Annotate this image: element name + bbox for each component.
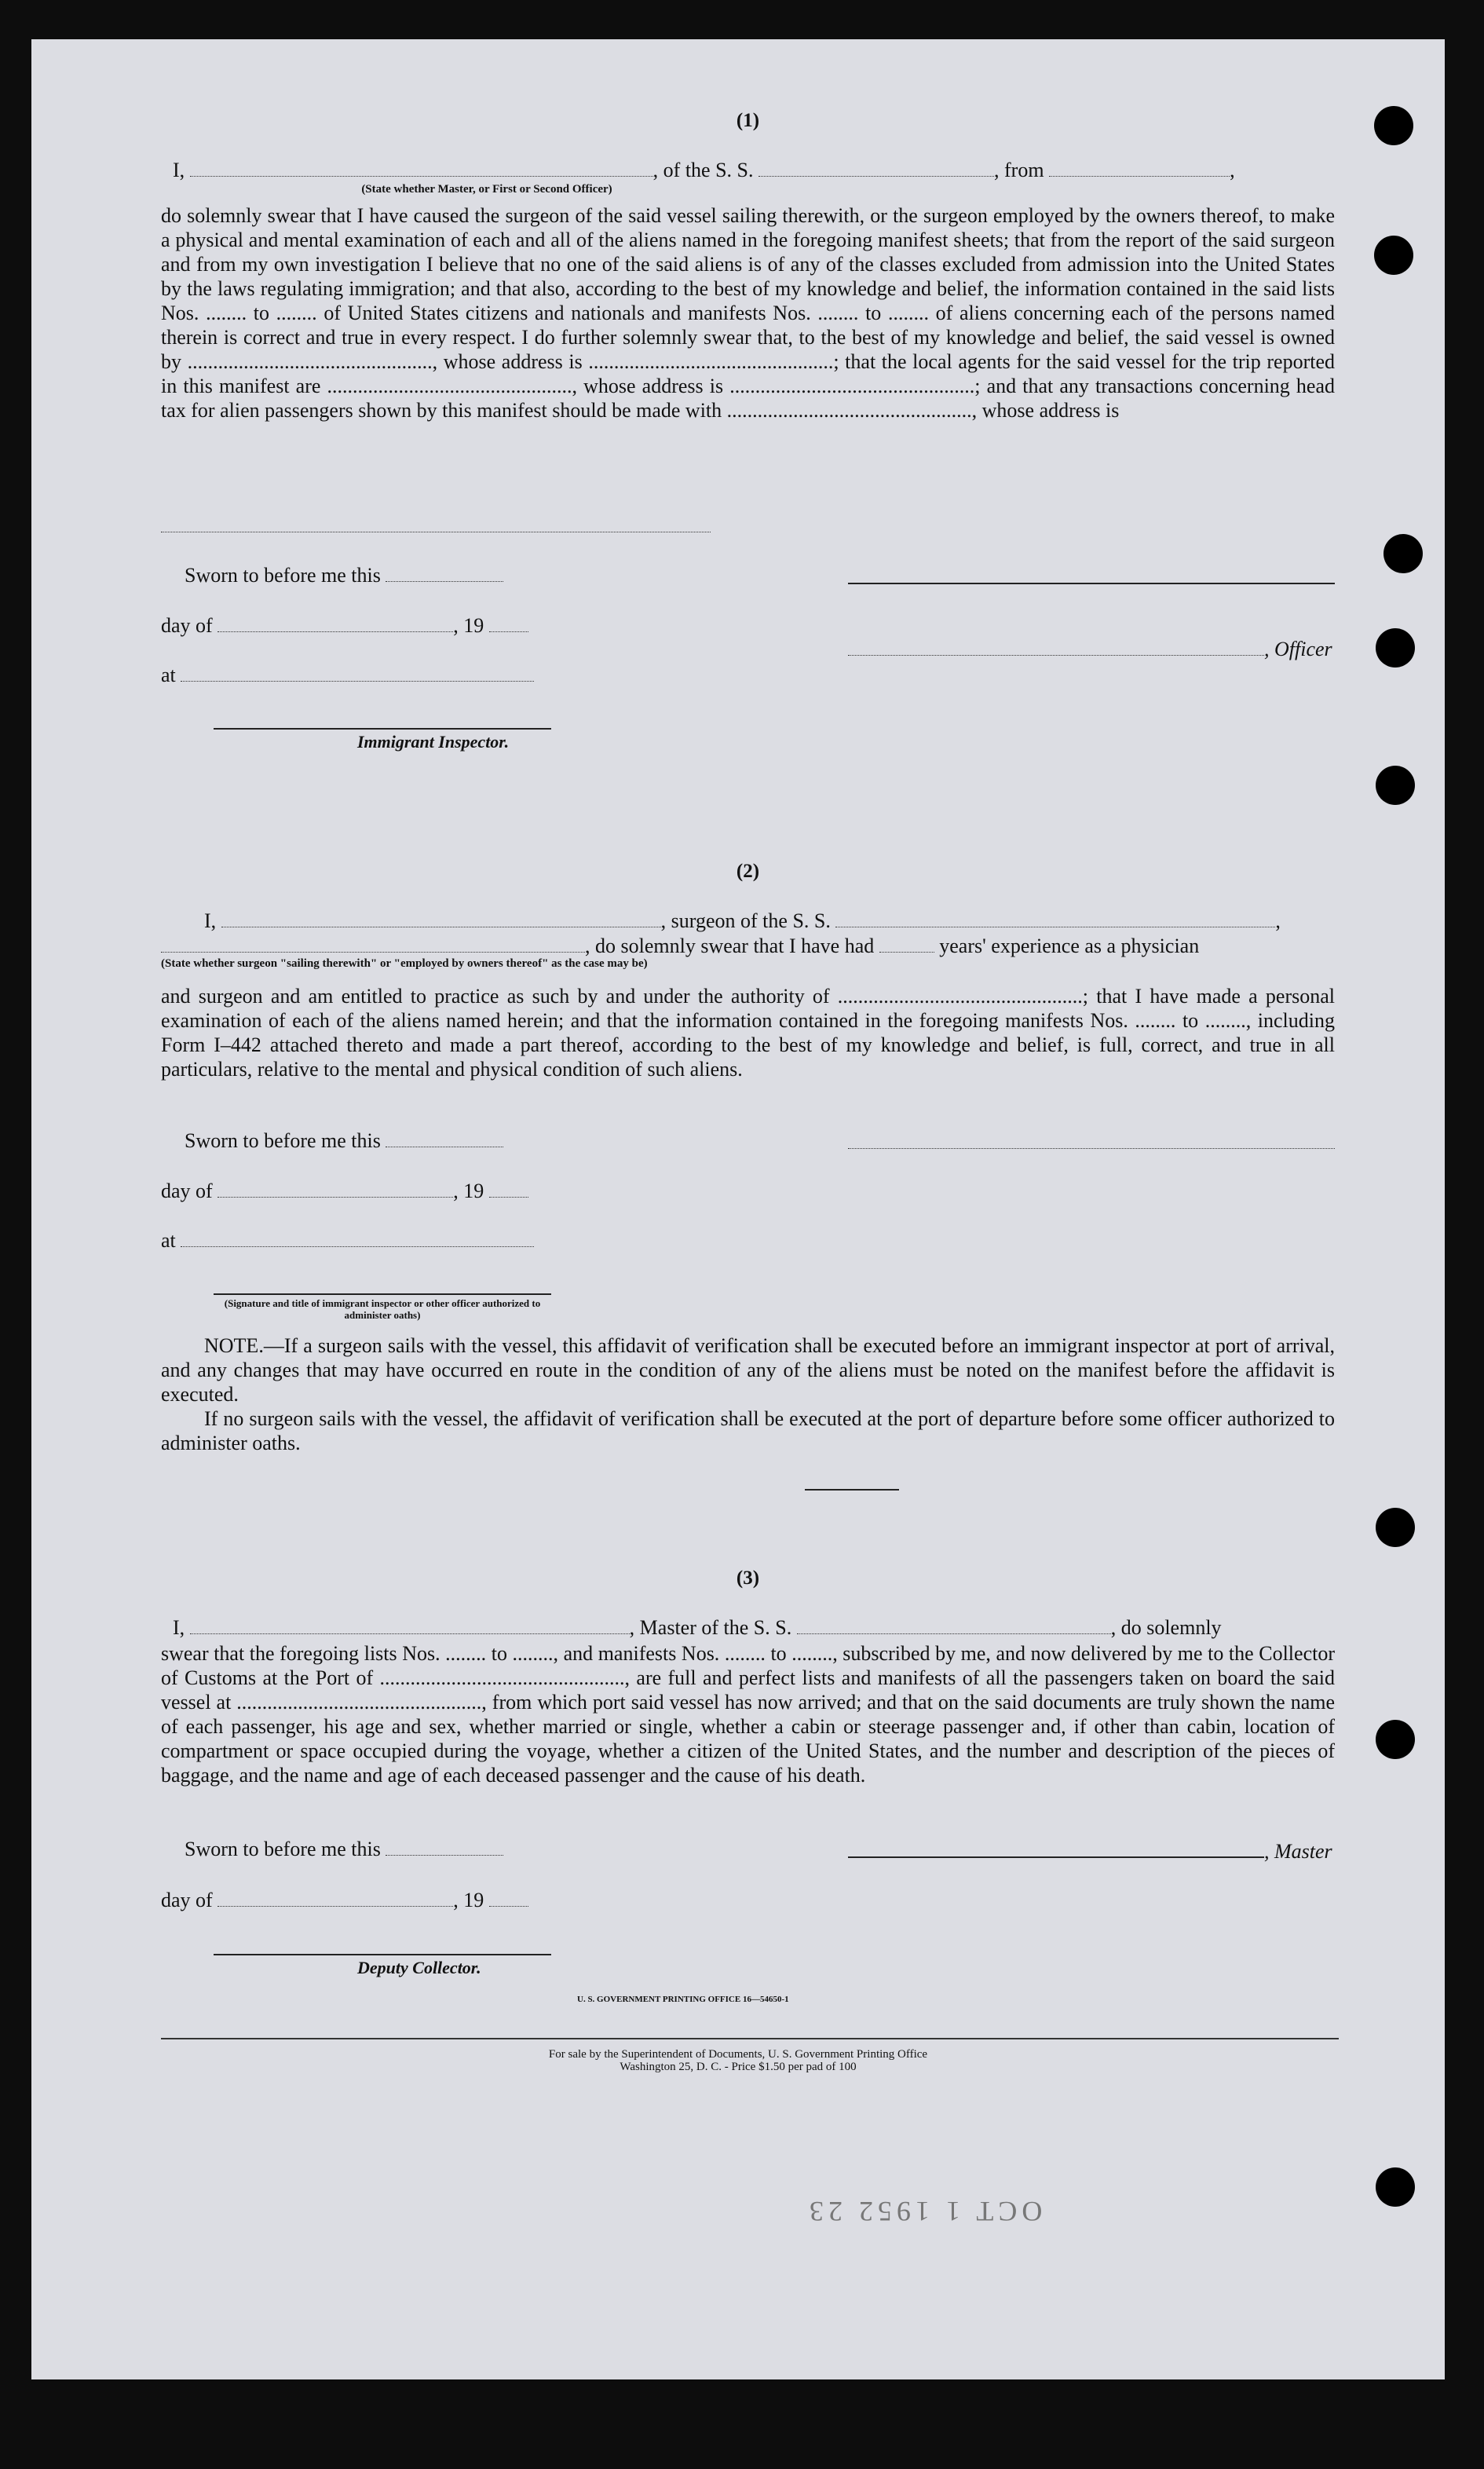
section-1-caption: (State whether Master, or First or Second Officer) <box>361 183 612 196</box>
day-line <box>161 1889 528 1912</box>
day-line <box>161 1180 528 1203</box>
sworn-date-field <box>386 1838 503 1856</box>
signature-line <box>848 1148 1335 1149</box>
day-field <box>217 614 453 632</box>
year-label: , 19 <box>453 1180 484 1202</box>
inspector-signature-line <box>214 728 551 730</box>
sworn-date-field <box>386 564 503 582</box>
year-field <box>489 1180 528 1198</box>
signature-line <box>848 583 1335 584</box>
note-text: NOTE.—If a surgeon sails with the vessel, this affidavit of verification shall be executed before an immigrant inspector at port of arrival, and any changes that may have occurred en route in the condition of any of the aliens must be noted on the manifest before the affidavit is executed. <box>161 1334 1335 1406</box>
at-line <box>161 664 534 687</box>
punch-hole <box>1383 534 1423 573</box>
master-signature-field <box>848 1839 1264 1858</box>
officer-title-field <box>848 638 1264 656</box>
officer-label: , Officer <box>1264 638 1332 660</box>
section-3-header-line <box>173 1616 1351 1640</box>
sale-line-2: Washington 25, D. C. - Price $1.50 per pad of 100 <box>620 2061 857 2073</box>
inspector-label: Immigrant Inspector. <box>357 732 510 752</box>
years-label: years' experience as a physician <box>939 935 1200 957</box>
footer-rule <box>161 2038 1339 2039</box>
date-stamp: OCT 1 1952 23 <box>805 2196 1043 2227</box>
day-field <box>217 1180 453 1198</box>
collector-label: Deputy Collector. <box>357 1958 481 1977</box>
master-signature-line <box>848 1839 1332 1864</box>
punch-hole <box>1376 628 1415 668</box>
at-field <box>181 1229 534 1247</box>
vessel-name-field <box>758 159 994 177</box>
section-3-body <box>161 1641 1335 1787</box>
gpo-imprint: U. S. GOVERNMENT PRINTING OFFICE 16—54650-1 <box>577 1995 789 2004</box>
note-block <box>161 1333 1335 1455</box>
officer-line <box>848 638 1332 661</box>
experience-line <box>161 935 1199 958</box>
year-field <box>489 614 528 632</box>
collector-signature-line <box>214 1954 551 1955</box>
ink-mark <box>805 1489 899 1491</box>
section-2-header-line: I, , surgeon of the S. S. , <box>204 909 1281 932</box>
master-name-field <box>190 1616 630 1634</box>
sworn-label: Sworn to before me this <box>185 1129 381 1152</box>
note-text-2: If no surgeon sails with the vessel, the affidavit of verification shall be executed at the port of departure before some officer authorized to administer oaths. <box>161 1407 1335 1454</box>
punch-hole <box>1374 236 1413 275</box>
i-label: I, <box>173 159 185 181</box>
section-3-text: swear that the foregoing lists Nos. ........ to ........, and manifests Nos. ........ to ........, subscribed by me, and now delivered by me to the Collector of Customs at the Port of ................................................, are full and perfect lists and manifests of all the passengers taken on board the said vessel at ................................................, from which port said vessel has now arrived; and that on the said documents are truly shown the name of each passenger, his age and sex, whether married or single, whether a cabin or steerage passenger and, if other than cabin, location of compartment or space occupied during the voyage, whether a citizen of the United States, and the number and description of the pieces of baggage, and the name and age of each deceased passenger and the cause of his death. <box>161 1642 1335 1787</box>
day-of-label: day of <box>161 1889 213 1911</box>
surgeon-name-field <box>221 909 661 927</box>
vessel-name-field <box>835 909 1275 927</box>
officer-name-field <box>190 159 653 177</box>
form-page <box>31 39 1445 2379</box>
section-1-header-line: I, , of the S. S. , from , <box>173 159 1235 181</box>
day-of-label: day of <box>161 614 213 637</box>
of-ss-label: , of the S. S. <box>652 159 754 181</box>
section-2-caption: (State whether surgeon "sailing therewith" or "employed by owners thereof" as the case may be) <box>161 957 648 970</box>
surgeon-of-label: , surgeon of the S. S. <box>660 909 831 932</box>
section-2-body <box>161 984 1335 1081</box>
section-1-text: do solemnly swear that I have caused the surgeon of the said vessel sailing therewith, or the surgeon employed by the owners thereof, to make a physical and mental examination of each and all of the aliens named in the foregoing manifest sheets; that from the report of the said surgeon and from my own investigation I believe that no one of the said aliens is of any of the classes excluded from admission into the United States by the laws regulating immigration; and that also, according to the best of my knowledge and belief, the information contained in the said lists Nos. ........ to ........ of United States citizens and nationals and manifests Nos. ........ to ........ of aliens concerning each of the persons named therein is correct and true in every respect. I do further solemnly swear that, to the best of my knowledge and belief, the said vessel is owned by ................................................, whose address is ................................................; that the local agents for the said vessel for the trip reported in this manifest are ................................................, whose address is ................................................; and that any transactions concerning head tax for alien passengers shown by this manifest should be made with ................................................, whose address is <box>161 204 1335 422</box>
i-label: I, <box>204 909 217 932</box>
punch-hole <box>1376 1508 1415 1547</box>
section-1-body <box>161 203 1335 422</box>
years-field <box>879 935 934 953</box>
sworn-line <box>185 1129 503 1153</box>
day-of-label: day of <box>161 1180 213 1202</box>
sworn-label: Sworn to before me this <box>185 1838 381 1860</box>
punch-hole <box>1376 1720 1415 1759</box>
at-field <box>181 664 534 682</box>
at-label: at <box>161 1229 176 1252</box>
sworn-line <box>185 564 503 587</box>
surgeon-status-field <box>161 935 585 953</box>
from-label: , from <box>994 159 1044 181</box>
punch-hole <box>1376 766 1415 805</box>
section-2-number: (2) <box>736 861 760 882</box>
punch-hole <box>1374 106 1413 145</box>
year-label: , 19 <box>453 1889 484 1911</box>
inspector-signature-line <box>214 1293 551 1295</box>
from-port-field <box>1049 159 1230 177</box>
inspector-label: (Signature and title of immigrant inspector or other officer authorized to administer oaths) <box>224 1297 541 1321</box>
year-label: , 19 <box>453 614 484 637</box>
sworn-date-field <box>386 1129 503 1147</box>
section-1-number: (1) <box>736 110 760 131</box>
at-label: at <box>161 664 176 686</box>
sale-notice <box>31 2048 1445 2073</box>
sworn-line <box>185 1838 503 1861</box>
do-solemnly-label: , do solemnly <box>1110 1616 1222 1639</box>
punch-hole <box>1376 2167 1415 2207</box>
section-3-number: (3) <box>736 1567 760 1589</box>
sworn-label: Sworn to before me this <box>185 564 381 587</box>
section-2-text: and surgeon and am entitled to practice as such by and under the authority of ................................................; that I have made a personal examination of each of the aliens named herein; and that the information contained in the foregoing manifests Nos. ........ to ........, including Form I–442 attached thereto and made a part thereof, according to the best of my knowledge and belief, is full, correct, and true in all particulars, relative to the mental and physical condition of such aliens. <box>161 985 1335 1081</box>
day-line <box>161 614 528 638</box>
i-label: I, <box>173 1616 185 1639</box>
vessel-name-field <box>797 1616 1111 1634</box>
sale-line-1: For sale by the Superintendent of Documents, U. S. Government Printing Office <box>548 2048 928 2061</box>
year-field <box>489 1889 528 1907</box>
solemnly-label: , do solemnly swear that I have had <box>585 935 875 957</box>
at-line <box>161 1229 534 1253</box>
day-field <box>217 1889 453 1907</box>
master-label: , Master <box>1264 1840 1332 1863</box>
master-of-label: , Master of the S. S. <box>629 1616 792 1639</box>
